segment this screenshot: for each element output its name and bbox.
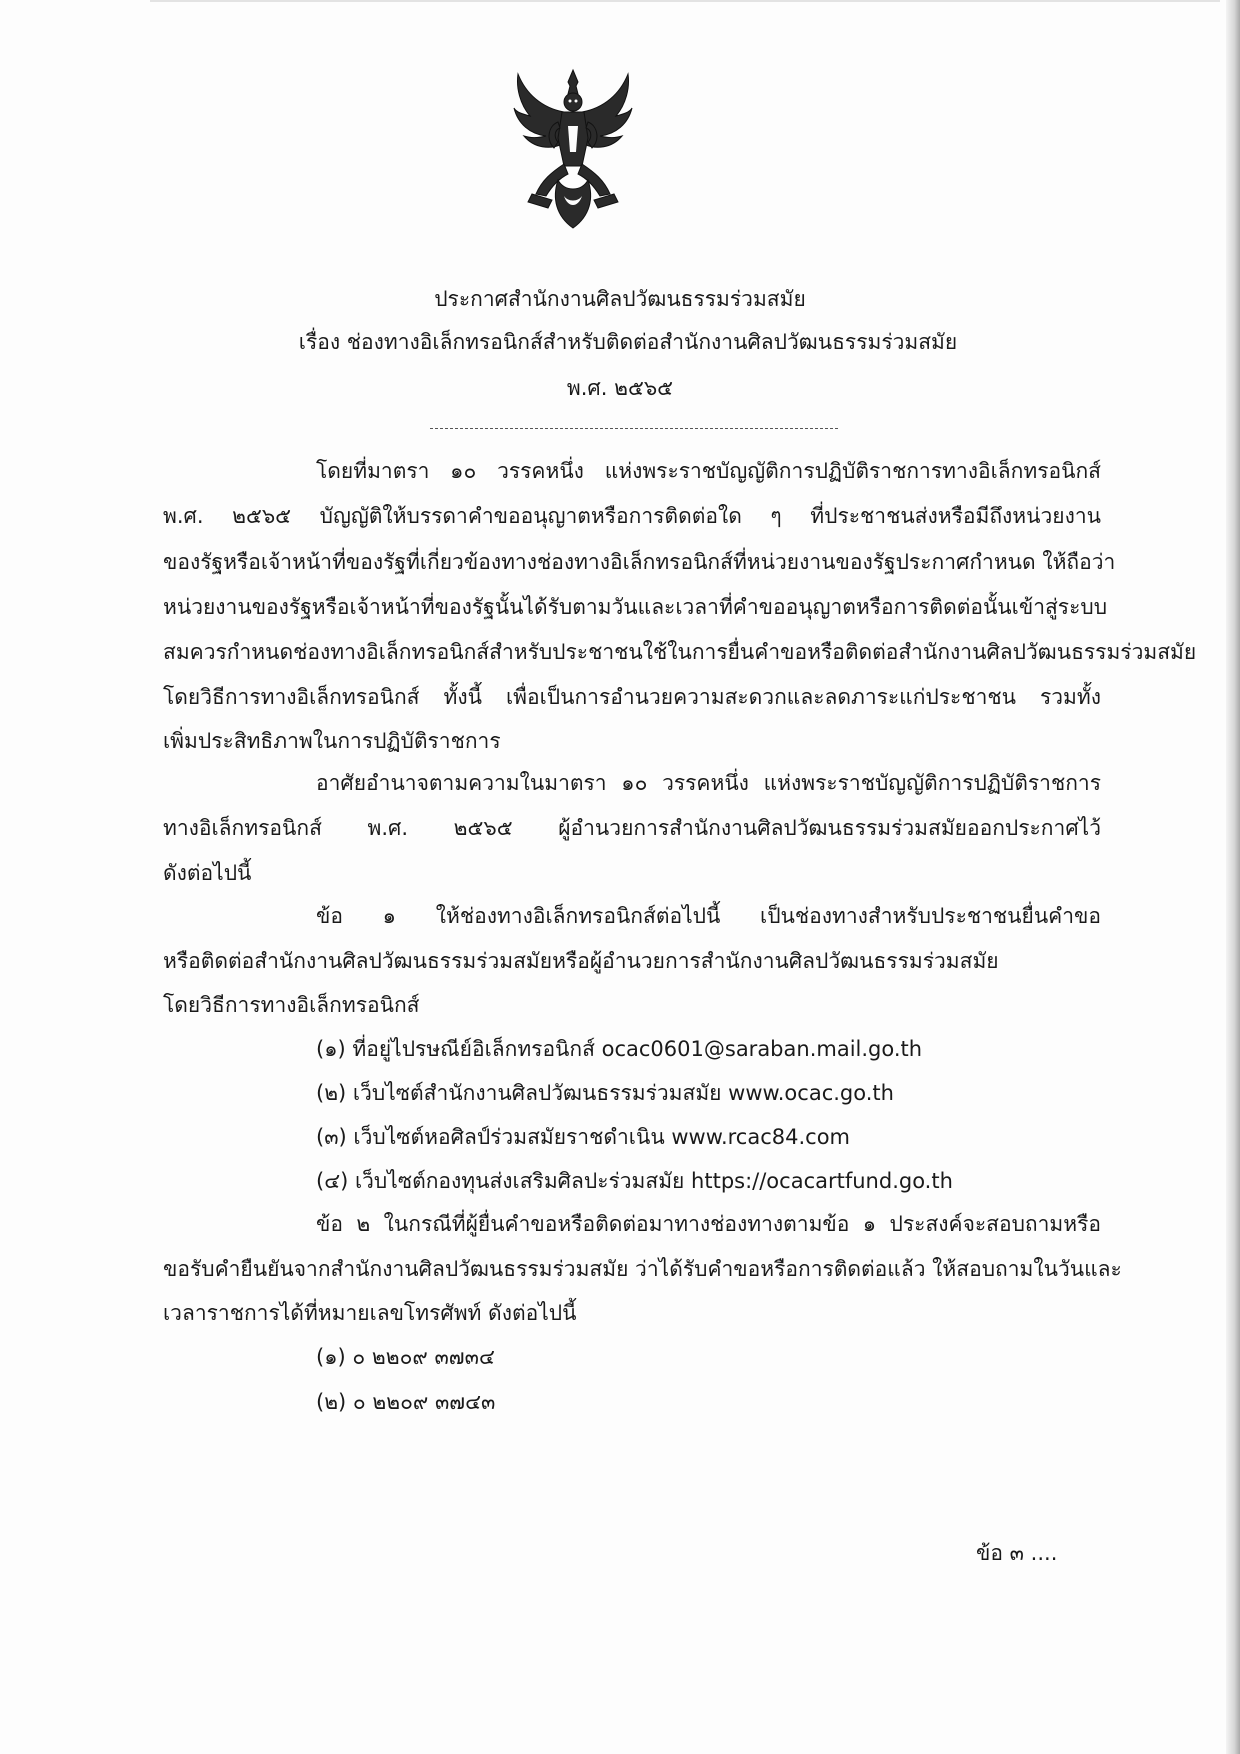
phone-number-2: (๒) ๐ ๒๒๐๙ ๓๗๔๓ bbox=[316, 1390, 496, 1414]
clause1-line-3: โดยวิธีการทางอิเล็กทรอนิกส์ bbox=[163, 993, 420, 1017]
para2-line-2: ทางอิเล็กทรอนิกส์ พ.ศ. ๒๕๖๕ ผู้อำนวยการสำนักงานศิลปวัฒนธรรมร่วมสมัยออกประกาศไว้ bbox=[163, 816, 1101, 840]
para2-line-3: ดังต่อไปนี้ bbox=[163, 861, 252, 885]
dashed-divider bbox=[430, 428, 838, 429]
scan-top-edge bbox=[150, 0, 1220, 2]
para1-line-5: สมควรกำหนดช่องทางอิเล็กทรอนิกส์สำหรับประชาชนใช้ในการยื่นคำขอหรือติดต่อสำนักงานศิลปวัฒนธรรมร่วมสมัย bbox=[163, 640, 1197, 664]
channel-ocac-website: (๒) เว็บไซต์สำนักงานศิลปวัฒนธรรมร่วมสมัย www.ocac.go.th bbox=[316, 1081, 894, 1105]
channel-rcac-website: (๓) เว็บไซต์หอศิลป์ร่วมสมัยราชดำเนิน www.rcac84.com bbox=[316, 1125, 851, 1149]
scan-right-edge bbox=[1226, 0, 1240, 1754]
phone-number-1: (๑) ๐ ๒๒๐๙ ๓๗๓๔ bbox=[316, 1345, 495, 1369]
announcement-subject: เรื่อง ช่องทางอิเล็กทรอนิกส์สำหรับติดต่อสำนักงานศิลปวัฒนธรรมร่วมสมัย bbox=[298, 330, 958, 354]
continuation-marker: ข้อ ๓ .... bbox=[976, 1541, 1058, 1565]
clause1-line-2: หรือติดต่อสำนักงานศิลปวัฒนธรรมร่วมสมัยหรือผู้อำนวยการสำนักงานศิลปวัฒนธรรมร่วมสมัย bbox=[163, 949, 999, 973]
clause2-line-2: ขอรับคำยืนยันจากสำนักงานศิลปวัฒนธรรมร่วมสมัย ว่าได้รับคำขอหรือการติดต่อแล้ว ให้สอบถามในวันและ bbox=[163, 1257, 1122, 1281]
channel-artfund-website: (๔) เว็บไซต์กองทุนส่งเสริมศิลปะร่วมสมัย https://ocacartfund.go.th bbox=[316, 1169, 953, 1193]
clause2-line-3: เวลาราชการได้ที่หมายเลขโทรศัพท์ ดังต่อไปนี้ bbox=[163, 1301, 577, 1325]
channel-email: (๑) ที่อยู่ไปรษณีย์อิเล็กทรอนิกส์ ocac0601@saraban.mail.go.th bbox=[316, 1037, 923, 1061]
announcement-title: ประกาศสำนักงานศิลปวัฒนธรรมร่วมสมัย bbox=[434, 287, 806, 311]
para1-line-1: โดยที่มาตรา ๑๐ วรรคหนึ่ง แห่งพระราชบัญญัติการปฏิบัติราชการทางอิเล็กทรอนิกส์ bbox=[316, 459, 1101, 483]
clause1-line-1: ข้อ ๑ ให้ช่องทางอิเล็กทรอนิกส์ต่อไปนี้ เป็นช่องทางสำหรับประชาชนยื่นคำขอ bbox=[316, 904, 1101, 928]
clause2-line-1: ข้อ ๒ ในกรณีที่ผู้ยื่นคำขอหรือติดต่อมาทางช่องทางตามข้อ ๑ ประสงค์จะสอบถามหรือ bbox=[316, 1212, 1101, 1236]
garuda-emblem-icon bbox=[512, 68, 634, 230]
para1-line-6: โดยวิธีการทางอิเล็กทรอนิกส์ ทั้งนี้ เพื่อเป็นการอำนวยความสะดวกและลดภาระแก่ประชาชน รวมทั้ง bbox=[163, 685, 1101, 709]
para1-line-3: ของรัฐหรือเจ้าหน้าที่ของรัฐที่เกี่ยวข้องทางช่องทางอิเล็กทรอนิกส์ที่หน่วยงานของรัฐประกาศกำหนด ให้ถือว่า bbox=[163, 550, 1116, 574]
para2-line-1: อาศัยอำนาจตามความในมาตรา ๑๐ วรรคหนึ่ง แห่งพระราชบัญญัติการปฏิบัติราชการ bbox=[316, 771, 1101, 795]
para1-line-2: พ.ศ. ๒๕๖๕ บัญญัติให้บรรดาคำขออนุญาตหรือการติดต่อใด ๆ ที่ประชาชนส่งหรือมีถึงหน่วยงาน bbox=[163, 504, 1101, 528]
announcement-year: พ.ศ. ๒๕๖๕ bbox=[566, 376, 674, 400]
para1-line-4: หน่วยงานของรัฐหรือเจ้าหน้าที่ของรัฐนั้นได้รับตามวันและเวลาที่คำขออนุญาตหรือการติดต่อนั้นเข้าสู่ระบบ bbox=[163, 595, 1108, 619]
para1-line-7: เพิ่มประสิทธิภาพในการปฏิบัติราชการ bbox=[163, 729, 501, 753]
